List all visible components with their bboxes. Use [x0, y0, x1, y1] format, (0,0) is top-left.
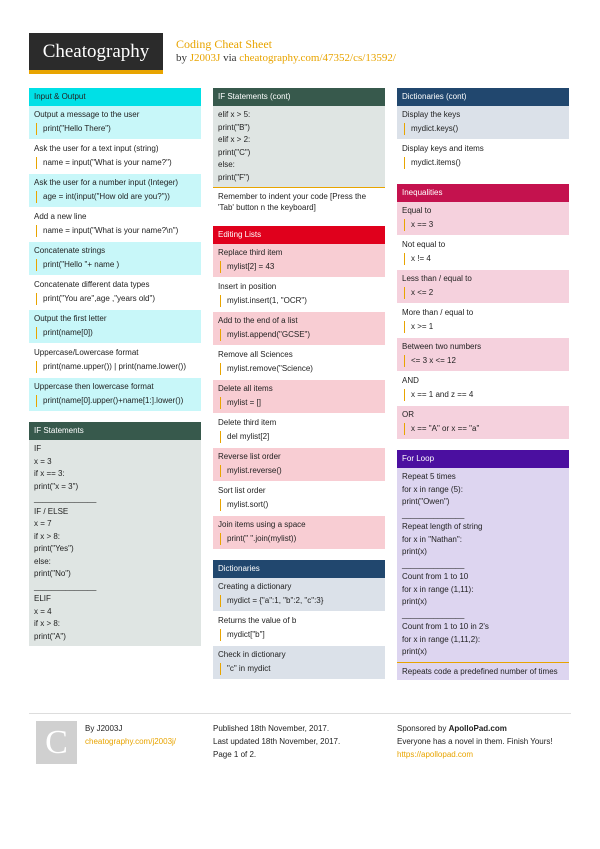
section-header: IF Statements (cont) [213, 88, 385, 106]
row-code: mylist = [] [220, 397, 385, 409]
by-prefix: by [176, 52, 187, 64]
table-row [213, 244, 385, 278]
section-note: Repeats code a predefined number of times [397, 662, 569, 680]
section-note: Remember to indent your code [Press the 'Tab' button n the keyboard] [213, 187, 385, 216]
row-description: Join items using a space [218, 520, 306, 529]
column-1 [29, 88, 201, 656]
row-code: x >= 1 [404, 321, 569, 333]
row-code: mydict.items() [404, 157, 569, 169]
table-row [397, 406, 569, 440]
table-row [397, 236, 569, 270]
section-if-statements-cont [213, 88, 385, 216]
row-description: Display the keys [402, 110, 461, 119]
row-description: AND [402, 376, 419, 385]
author-profile-link[interactable]: cheatography.com/j2003j/ [85, 737, 177, 746]
row-description: Equal to [402, 206, 432, 215]
table-row [213, 612, 385, 646]
cheatography-logo[interactable]: Cheatography [29, 33, 163, 74]
table-row [29, 310, 201, 344]
table-row [213, 312, 385, 346]
rows [397, 202, 569, 440]
code-block: Repeat 5 times for x in range (5): print("Owen") ______________ Repeat length of string for x in "Nathan": print(x) ______________ Count from 1 to 10 for x in range (1,11): print(x) ______________ Count from 1 to 10 in 2's for x in range (1,11,2): print(x) [397, 468, 569, 662]
row-description: Ask the user for a text input (string) [34, 144, 159, 153]
code-block: IF x = 3 if x == 3: print("x = 3") ______________ IF / ELSE x = 7 if x > 8: print("Yes") else: print("No") ______________ ELIF x = 4 if x > 8: print("A") [29, 440, 201, 646]
row-code: mylist.insert(1, "OCR") [220, 295, 385, 307]
rows [29, 106, 201, 412]
footer-author-name[interactable]: J2003J [96, 724, 123, 733]
section-header: Editing Lists [213, 226, 385, 244]
row-code: print(" ".join(mylist)) [220, 533, 385, 545]
row-description: Returns the value of b [218, 616, 297, 625]
row-description: Add a new line [34, 212, 87, 221]
row-code: mylist.reverse() [220, 465, 385, 477]
table-row [29, 242, 201, 276]
updated-date: Last updated 18th November, 2017. [213, 737, 341, 746]
table-row [213, 578, 385, 612]
section-header: For Loop [397, 450, 569, 468]
row-description: Delete all items [218, 384, 273, 393]
row-description: OR [402, 410, 414, 419]
row-description: Insert in position [218, 282, 277, 291]
sponsor-name[interactable]: ApolloPad.com [448, 724, 507, 733]
page-title: Coding Cheat Sheet [176, 37, 272, 51]
row-code: x == 3 [404, 219, 569, 231]
row-code: x == 1 and z == 4 [404, 389, 569, 401]
section-header: Inequalities [397, 184, 569, 202]
sponsor-link[interactable]: https://apollopad.com [397, 750, 474, 759]
table-row [397, 338, 569, 372]
row-code: print("Hello "+ name ) [36, 259, 201, 271]
row-description: Remove all Sciences [218, 350, 293, 359]
row-description: Uppercase/Lowercase format [34, 348, 139, 357]
column-3 [397, 88, 569, 690]
byline [176, 51, 396, 65]
table-row [29, 140, 201, 174]
row-code: mylist[2] = 43 [220, 261, 385, 273]
cheatography-c-logo[interactable]: C [36, 721, 77, 764]
row-code: del mylist[2] [220, 431, 385, 443]
table-row [397, 202, 569, 236]
row-description: Between two numbers [402, 342, 482, 351]
row-code: mydict["b"] [220, 629, 385, 641]
table-row [213, 516, 385, 550]
row-code: name = input("What is your name?") [36, 157, 201, 169]
row-code: print(name.upper()) | print(name.lower()) [36, 361, 201, 373]
row-description: Sort list order [218, 486, 266, 495]
section-header: Input & Output [29, 88, 201, 106]
table-row [397, 304, 569, 338]
row-description: Replace third item [218, 248, 283, 257]
table-row [213, 414, 385, 448]
row-code: x != 4 [404, 253, 569, 265]
row-description: Creating a dictionary [218, 582, 292, 591]
row-code: x == "A" or x == "a" [404, 423, 569, 435]
row-code: x <= 2 [404, 287, 569, 299]
footer-sponsor [397, 722, 569, 761]
row-description: Output the first letter [34, 314, 107, 323]
table-row [397, 270, 569, 304]
section-inequalities [397, 184, 569, 440]
table-row [213, 380, 385, 414]
table-row [213, 346, 385, 380]
row-description: Concatenate different data types [34, 280, 150, 289]
row-code: print(name[0]) [36, 327, 201, 339]
row-description: Concatenate strings [34, 246, 106, 255]
section-editing-lists [213, 226, 385, 550]
row-code: "c" in mydict [220, 663, 385, 675]
column-2 [213, 88, 385, 690]
section-for-loop [397, 450, 569, 680]
table-row [29, 174, 201, 208]
footer [29, 713, 571, 773]
row-description: Reverse list order [218, 452, 281, 461]
title-area [176, 37, 396, 65]
table-row [29, 378, 201, 412]
row-code: mydict = {"a":1, "b":2, "c":3} [220, 595, 385, 607]
table-row [29, 208, 201, 242]
sponsor-prefix: Sponsored by [397, 724, 447, 733]
section-header: Dictionaries (cont) [397, 88, 569, 106]
by-label: By [85, 724, 95, 733]
row-description: Not equal to [402, 240, 446, 249]
row-description: Ask the user for a number input (Integer) [34, 178, 179, 187]
row-code: print("You are",age ,"years old") [36, 293, 201, 305]
via-label: via [223, 52, 237, 64]
table-row [29, 276, 201, 310]
section-header: Dictionaries [213, 560, 385, 578]
row-description: Delete third item [218, 418, 277, 427]
section-dictionaries-cont [397, 88, 569, 174]
row-code: mylist.sort() [220, 499, 385, 511]
section-dictionaries [213, 560, 385, 680]
section-header: IF Statements [29, 422, 201, 440]
table-row [29, 106, 201, 140]
row-description: Check in dictionary [218, 650, 286, 659]
row-description: Uppercase then lowercase format [34, 382, 154, 391]
table-row [213, 278, 385, 312]
table-row [213, 646, 385, 680]
published-date: Published 18th November, 2017. [213, 724, 330, 733]
row-code: mydict.keys() [404, 123, 569, 135]
table-row [397, 106, 569, 140]
rows [397, 106, 569, 174]
row-description: More than / equal to [402, 308, 474, 317]
row-code: age = int(input("How old are you?")) [36, 191, 201, 203]
table-row [397, 372, 569, 406]
table-row [29, 344, 201, 378]
table-row [213, 448, 385, 482]
row-code: mylist.append("GCSE") [220, 329, 385, 341]
section-input-output [29, 88, 201, 412]
rows [213, 244, 385, 550]
footer-author [85, 722, 176, 748]
table-row [397, 140, 569, 174]
sponsor-tagline: Everyone has a novel in them. Finish Yours! [397, 737, 553, 746]
row-code: print("Hello There") [36, 123, 201, 135]
row-code: <= 3 x <= 12 [404, 355, 569, 367]
footer-dates [213, 722, 340, 761]
rows [213, 578, 385, 680]
row-code: name = input("What is your name?\n") [36, 225, 201, 237]
author-link[interactable]: J2003J [189, 52, 221, 64]
row-description: Output a message to the user [34, 110, 140, 119]
row-description: Display keys and items [402, 144, 484, 153]
row-code: mylist.remove("Science) [220, 363, 385, 375]
row-code: print(name[0].upper()+name[1:].lower()) [36, 395, 201, 407]
row-description: Less than / equal to [402, 274, 472, 283]
table-row [213, 482, 385, 516]
section-if-statements [29, 422, 201, 646]
row-description: Add to the end of a list [218, 316, 298, 325]
sheet-url-link[interactable]: cheatography.com/47352/cs/13592/ [239, 52, 396, 64]
page-number: Page 1 of 2. [213, 750, 257, 759]
code-block: elif x > 5: print("B") elif x > 2: print("C") else: print("F") [213, 106, 385, 187]
